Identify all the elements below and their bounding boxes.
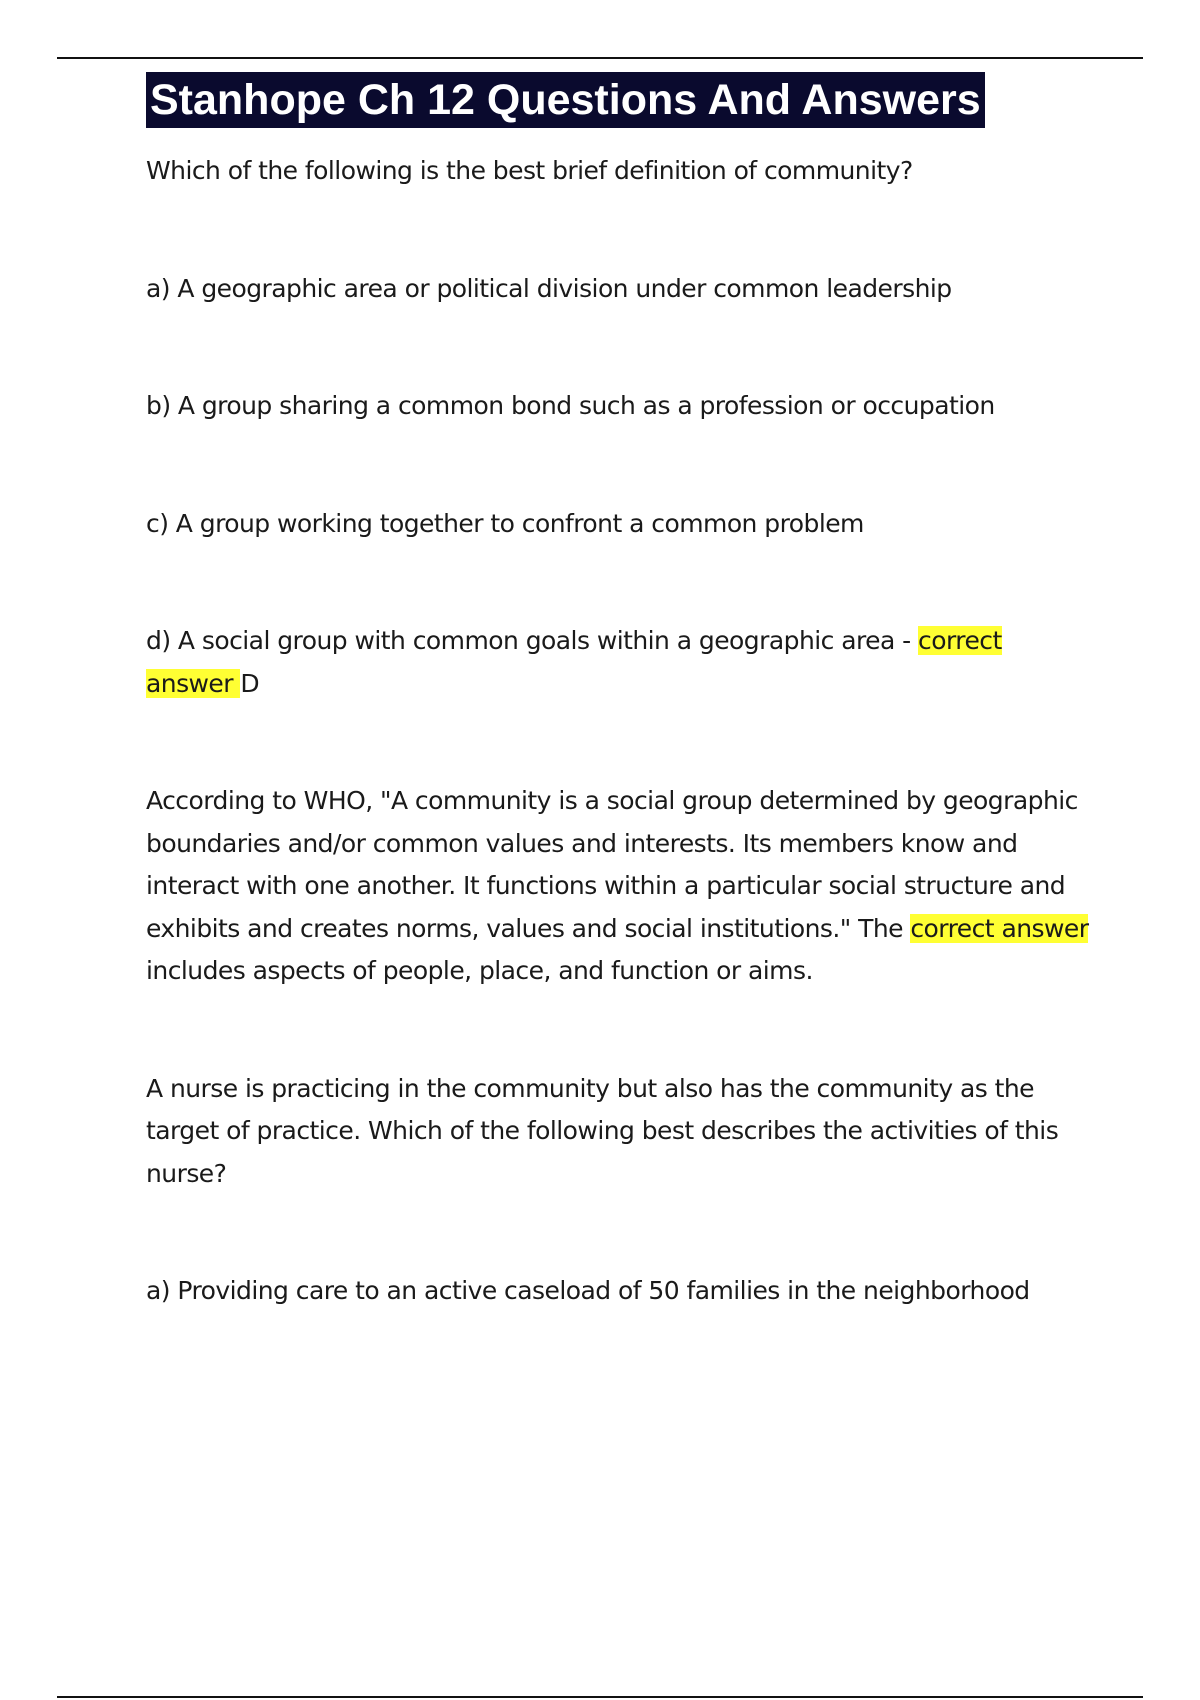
q1-rationale: [146, 780, 1096, 993]
q1-option-b: b) A group sharing a common bond such as a profession or occupation: [146, 391, 995, 420]
q2-option-a: a) Providing care to an active caseload of 50 families in the neighborhood: [146, 1276, 1030, 1305]
bottom-rule: [57, 1696, 1143, 1698]
correct-answer-highlight: correct answer: [146, 626, 1002, 698]
top-rule: [57, 57, 1143, 59]
q1-option-c: c) A group working together to confront a common problem: [146, 508, 864, 538]
question-1: Which of the following is the best brief definition of community?: [146, 156, 913, 185]
q1-option-d-text: d) A social group with common goals within a geographic area -: [146, 626, 919, 655]
document-title: Stanhope Ch 12 Questions And Answers: [146, 72, 985, 128]
q1-option-d: [146, 620, 1096, 705]
q1-option-a: a) A geographic area or political division under common leadership: [146, 273, 952, 303]
q1-rationale-text: According to WHO, "A community is a social group determined by geographic boundaries and/or common values and interests. Its members know and interact with one another. It functions within a particular social structure and exhibits and creates norms, values and social institutions." The: [146, 786, 1078, 943]
document-body: [146, 72, 1096, 1313]
question-2: A nurse is practicing in the community but also has the community as the target of practice. Which of the following best describes the activities of this nurse?: [146, 1073, 1059, 1188]
q1-rationale-end: includes aspects of people, place, and function or aims.: [146, 956, 813, 985]
q1-answer-letter: D: [240, 668, 260, 698]
rationale-highlight: correct answer: [910, 913, 1089, 943]
